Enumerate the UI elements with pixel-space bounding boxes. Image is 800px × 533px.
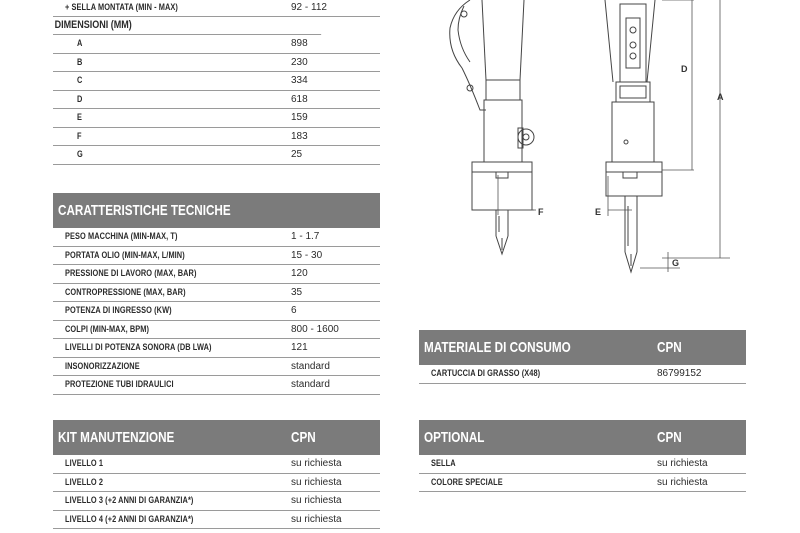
dimension-row-c [53,72,380,91]
optional-label: COLORE SPECIALE [431,476,503,487]
consumables-cpn-header: CPN [657,339,682,356]
technical-row [53,376,380,395]
maintenance-label: LIVELLO 3 (+2 ANNI DI GARANZIA*) [65,495,194,505]
dimension-value: 159 [291,112,308,123]
optional-row [419,474,746,493]
maintenance-row [53,455,380,474]
dimensions-heading: DIMENSIONI (MM) [53,17,321,35]
dimension-label: C [77,75,83,85]
maintenance-value: su richiesta [291,513,342,525]
technical-value: standard [291,360,330,372]
consumables-value: 86799152 [657,368,702,379]
maintenance-header [53,420,380,455]
dimension-value: 183 [291,130,308,142]
consumables-header [419,330,746,365]
dimension-label: F [77,130,82,141]
technical-label: PESO MACCHINA (MIN-MAX, T) [65,231,178,241]
maintenance-title: KIT MANUTENZIONE [58,429,175,446]
dimension-value: 898 [291,38,308,49]
dimension-row-a [53,35,380,54]
technical-value: 800 - 1600 [291,323,339,335]
technical-row [53,339,380,358]
maintenance-label: LIVELLO 4 (+2 ANNI DI GARANZIA*) [65,513,194,524]
technical-value: 35 [291,286,303,298]
technical-value: standard [291,379,330,390]
breaker-drawing [440,0,780,300]
optional-title: OPTIONAL [424,429,485,446]
dimensions-table [53,0,380,165]
technical-label: COLPI (MIN-MAX, BPM) [65,323,150,334]
optional-label: SELLA [431,458,456,468]
maintenance-row [53,474,380,493]
technical-row [53,321,380,340]
optional-value: su richiesta [657,458,708,469]
maintenance-value: su richiesta [291,495,342,506]
technical-title: CARATTERISTICHE TECNICHE [58,202,231,219]
maintenance-row [53,511,380,530]
dimension-row-g [53,146,380,165]
dim-label-g: G [672,258,680,268]
optional-value: su richiesta [657,476,708,488]
consumables-table [419,330,746,384]
sella-label: + SELLA MONTATA (MIN - MAX) [65,2,178,12]
dimension-value: 25 [291,149,303,160]
technical-value: 121 [291,342,308,353]
maintenance-value: su richiesta [291,458,342,469]
side-view [450,0,534,254]
dim-label-f: F [538,207,544,217]
sella-value: 92 - 112 [291,2,327,13]
technical-label: PORTATA OLIO (MIN-MAX, L/MIN) [65,249,185,260]
dimension-value: 618 [291,93,308,105]
technical-value: 120 [291,268,308,279]
technical-value: 15 - 30 [291,249,323,261]
technical-label: INSONORIZZAZIONE [65,360,140,371]
technical-value: 6 [291,305,297,316]
technical-header [53,193,380,228]
dim-label-a: A [717,92,724,102]
technical-value: 1 - 1.7 [291,231,320,242]
technical-label: POTENZA DI INGRESSO (KW) [65,305,172,315]
technical-row [53,284,380,303]
dimension-row-d [53,91,380,110]
maintenance-label: LIVELLO 1 [65,458,104,468]
technical-label: LIVELLI DI POTENZA SONORA (DB LWA) [65,342,212,352]
maintenance-table [53,420,380,529]
technical-row [53,228,380,247]
maintenance-row [53,492,380,511]
dim-label-d: D [681,64,688,74]
optional-header [419,420,746,455]
dimension-value: 334 [291,75,308,86]
technical-row [53,302,380,321]
optional-table [419,420,746,492]
dimension-label: D [77,93,83,104]
dimension-label: B [77,56,83,67]
technical-row [53,358,380,377]
consumables-label: CARTUCCIA DI GRASSO (X48) [431,368,541,378]
sella-row [53,0,380,17]
maintenance-cpn-header: CPN [291,429,316,446]
technical-table [53,193,380,395]
dimension-label: A [77,38,83,48]
optional-row [419,455,746,474]
technical-row [53,265,380,284]
maintenance-value: su richiesta [291,476,342,488]
dimension-row-b [53,54,380,73]
maintenance-label: LIVELLO 2 [65,476,104,487]
dimension-label: G [77,149,83,159]
dimension-row-e [53,109,380,128]
dimension-value: 230 [291,56,308,68]
consumables-title: MATERIALE DI CONSUMO [424,339,571,356]
technical-label: PROTEZIONE TUBI IDRAULICI [65,379,174,389]
dimension-row-f [53,128,380,147]
technical-label: PRESSIONE DI LAVORO (MAX, BAR) [65,268,197,278]
dim-label-e: E [595,207,602,217]
technical-label: CONTROPRESSIONE (MAX, BAR) [65,286,186,297]
dimension-label: E [77,112,83,122]
optional-cpn-header: CPN [657,429,682,446]
technical-row [53,247,380,266]
consumables-row [419,365,746,384]
front-view [605,0,662,272]
